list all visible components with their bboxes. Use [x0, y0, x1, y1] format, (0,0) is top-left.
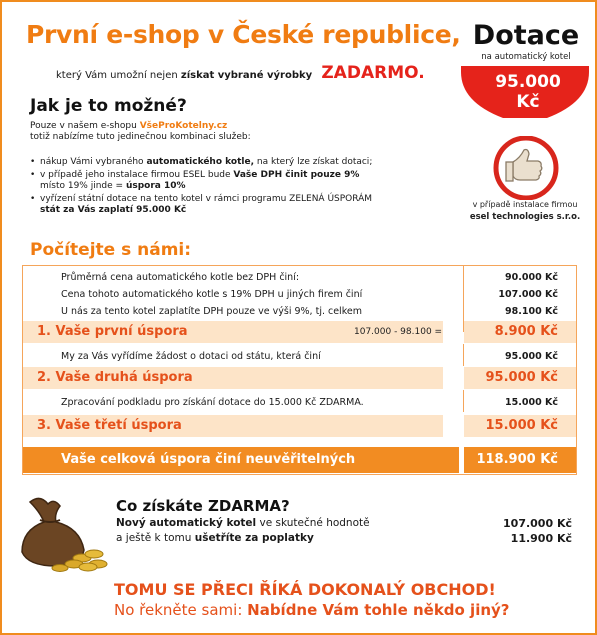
eshop-link[interactable]: VšeProKotelny.cz [139, 121, 228, 131]
dotace-subtitle: na automatický kotel [481, 52, 571, 62]
question-heading: Jak je to možné? [30, 96, 187, 116]
footer-slogan: TOMU SE PŘECI ŘÍKÁ DOKONALÝ OBCHOD! [114, 580, 496, 599]
thumbs-up-icon [480, 136, 572, 200]
money-bag-icon [10, 492, 114, 572]
dotace-title: Dotace [472, 20, 580, 51]
column-divider [463, 390, 464, 412]
calc-heading: Počítejte s námi: [30, 240, 192, 260]
list-item: • nákup Vámi vybraného automatického kotle, na který lze získat dotaci; [30, 157, 450, 168]
benefits-list [30, 157, 450, 216]
saving-1-label: 1. Vaše první úspora [37, 324, 188, 339]
footer-question: No řekněte sami: Nabídne Vám tohle někdo jiný? [114, 601, 510, 619]
dotace-amount-currency: Kč [516, 92, 540, 112]
headline: První e-shop v České republice, [26, 20, 461, 49]
list-item-continuation: stát za Vás zaplatí 95.000 Kč [40, 205, 187, 215]
column-divider [463, 344, 464, 366]
free-row-2-label: a ještě k tomu ušetříte za poplatky [116, 532, 314, 544]
dotace-note: v případě instalace firmou [472, 200, 578, 209]
free-row-1-label: Nový automatický kotel ve skutečné hodnotě [116, 517, 370, 529]
saving-3-label: 3. Vaše třetí úspora [37, 418, 182, 433]
list-item: • vyřízení státní dotace na tento kotel v rámci programu ZELENÁ ÚSPORÁM [30, 194, 450, 205]
subline-bold: získat vybrané výrobky [180, 70, 313, 81]
total-value: 118.900 Kč [476, 452, 558, 467]
list-item-continuation: místo 19% jinde = úspora 10% [40, 181, 186, 191]
saving-1-value: 8.900 Kč [494, 324, 558, 339]
saving-2-value: 95.000 Kč [485, 370, 558, 385]
saving-row-1 [23, 321, 576, 343]
dotace-company: esel technologies s.r.o. [469, 212, 581, 222]
free-row-1-value: 107.000 Kč [503, 517, 572, 530]
intro-paragraph [30, 121, 251, 143]
intro-line2: totiž nabízíme tuto jedinečnou kombinaci služeb: [30, 132, 251, 142]
saving-row-2 [23, 367, 576, 389]
total-saving-row [23, 447, 576, 473]
intro-line1-prefix: Pouze v našem e-shopu [30, 121, 137, 131]
saving-3-value: 15.000 Kč [485, 418, 558, 433]
free-title: Co získáte ZDARMA? [116, 497, 290, 515]
saving-1-formula: 107.000 - 98.100 = [354, 327, 443, 337]
dotace-amount-number: 95.000 [495, 72, 561, 92]
list-item: • v případě jeho instalace firmou ESEL bude Vaše DPH činit pouze 9% [30, 170, 450, 181]
subline [56, 63, 425, 83]
free-row-2-value: 11.900 Kč [510, 532, 572, 545]
subline-emphasis: ZADARMO. [321, 63, 425, 83]
subline-prefix: který Vám umožní nejen [56, 70, 178, 81]
dotace-amount [480, 72, 576, 112]
saving-row-3 [23, 415, 576, 437]
saving-2-label: 2. Vaše druhá úspora [37, 370, 193, 385]
total-label: Vaše celková úspora činí neuvěřitelných [61, 452, 356, 467]
calc-table: Průměrná cena automatického kotle bez DPH činí: 90.000 Kč Cena tohoto automatického kotle s 19% DPH u jiných firem činí 107.000 Kč U nás za tento kotel zaplatíte DPH pouze ve výši 9%, tj. celkem 98.100 Kč 1. Vaše první úspora 107.000 - 98.100 = 8.900 Kč My za Vás vyřídíme žádost o dotaci od státu, která činí 95.000 Kč 2. Vaše druhá úspora 95.000 Kč Zpracování podkladu pro získání dotace do 15.000 Kč ZDARMA. 15.000 Kč 3. Vaše třetí úspora 15.000 Kč Vaše celková úspora činí neuvěřitelných 118.900 Kč [22, 265, 577, 475]
